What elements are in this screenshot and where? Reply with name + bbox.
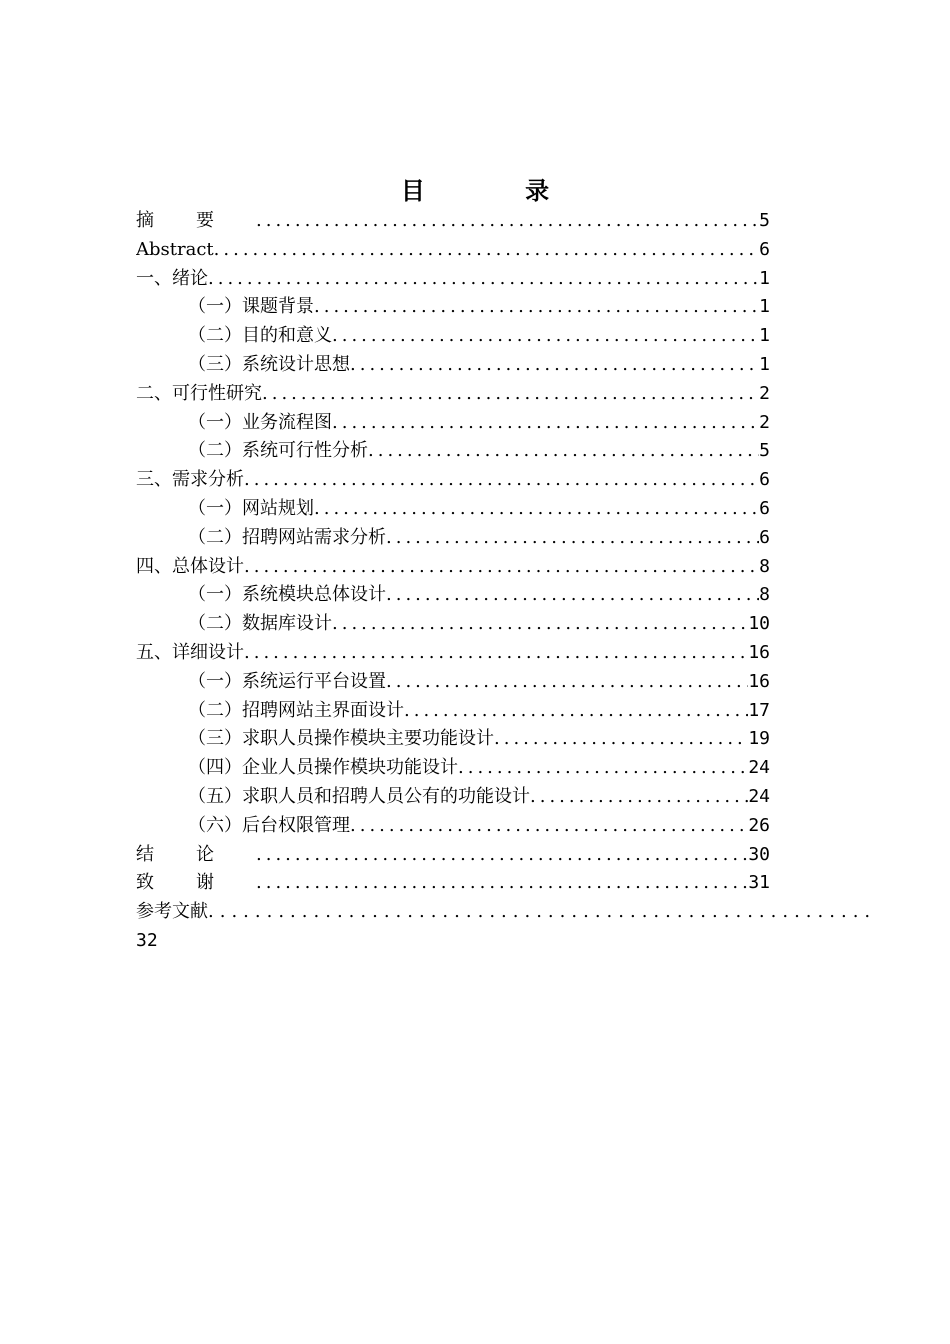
- toc-entry-label: （二）招聘网站主界面设计: [188, 699, 404, 721]
- toc-entry[interactable]: [136, 236, 770, 265]
- toc-entry-page-number: 16: [748, 641, 770, 663]
- toc-leader-dots: [262, 380, 759, 409]
- toc-entry-page-number: 16: [748, 670, 770, 692]
- toc-entry-label: 致谢: [136, 872, 256, 894]
- toc-leader-dots: [256, 869, 748, 898]
- toc-leader-dots: [256, 207, 759, 236]
- toc-leader-dots: [350, 351, 759, 380]
- toc-leader-dots: [208, 898, 876, 927]
- table-of-contents: [136, 207, 770, 956]
- toc-entry-page-number: 10: [748, 613, 770, 635]
- toc-entry[interactable]: [136, 409, 770, 438]
- toc-entry-page-number: 1: [759, 296, 770, 318]
- toc-leader-dots: [214, 236, 760, 265]
- toc-entry-page-number: 8: [759, 555, 770, 577]
- toc-entry-page-number: 17: [748, 699, 770, 721]
- toc-leader-dots: [386, 524, 759, 553]
- toc-entry[interactable]: [136, 322, 770, 351]
- toc-entry[interactable]: [136, 841, 770, 870]
- toc-entry-page-number: 2: [759, 382, 770, 404]
- toc-entry-label: （一）系统运行平台设置: [188, 670, 386, 692]
- toc-entry-label: （二）系统可行性分析: [188, 440, 368, 462]
- toc-entry-label: （五）求职人员和招聘人员公有的功能设计: [188, 785, 530, 807]
- toc-title: 目 录: [400, 176, 596, 205]
- toc-entry-page-number: 2: [759, 411, 770, 433]
- toc-entry-label: 结论: [136, 843, 256, 865]
- toc-entry[interactable]: [136, 783, 770, 812]
- toc-leader-dots: [332, 610, 748, 639]
- toc-leader-dots: [244, 466, 759, 495]
- toc-entry-label: （三）系统设计思想: [188, 353, 350, 375]
- toc-leader-dots: [314, 495, 759, 524]
- toc-entry[interactable]: [136, 668, 770, 697]
- toc-entry[interactable]: [136, 380, 770, 409]
- toc-leader-dots: [314, 293, 759, 322]
- toc-entry-page-number: 6: [759, 238, 770, 260]
- toc-entry[interactable]: [136, 754, 770, 783]
- toc-entry[interactable]: [136, 553, 770, 582]
- toc-entry-label: （一）系统模块总体设计: [188, 584, 386, 606]
- toc-entry[interactable]: [136, 812, 770, 841]
- toc-entry-page-number: 6: [759, 469, 770, 491]
- toc-entry-page-number: 30: [748, 843, 770, 865]
- toc-entry-label: （一）课题背景: [188, 296, 314, 318]
- toc-entry[interactable]: [136, 725, 770, 754]
- toc-leader-dots: [368, 437, 759, 466]
- toc-entry-page-number: 32: [136, 929, 158, 951]
- toc-entry[interactable]: [136, 697, 770, 726]
- toc-entry-label: （二）数据库设计: [188, 613, 332, 635]
- toc-entry[interactable]: [136, 524, 770, 553]
- toc-entry-label: （二）目的和意义: [188, 325, 332, 347]
- toc-entry[interactable]: [136, 293, 770, 322]
- toc-entry-page-number: 6: [759, 526, 770, 548]
- toc-entry-page-number: 24: [748, 785, 770, 807]
- toc-entry-label: （四）企业人员操作模块功能设计: [188, 757, 458, 779]
- toc-entry[interactable]: [136, 639, 770, 668]
- toc-entry-page-number: 26: [748, 814, 770, 836]
- toc-entry-label: 五、详细设计: [136, 641, 244, 663]
- toc-leader-dots: [244, 553, 759, 582]
- toc-leader-dots: [404, 697, 748, 726]
- toc-entry-page-number: 5: [759, 440, 770, 462]
- toc-entry-page-number: 19: [748, 728, 770, 750]
- toc-entry-page-number: 31: [748, 872, 770, 894]
- toc-entry-label: 三、需求分析: [136, 469, 244, 491]
- toc-entry-label: （一）网站规划: [188, 497, 314, 519]
- toc-entry-page-number: 8: [759, 584, 770, 606]
- toc-entry[interactable]: [136, 265, 770, 294]
- toc-entry-label: Abstract: [136, 238, 214, 260]
- toc-entry-page-number: 1: [759, 325, 770, 347]
- toc-leader-dots: [350, 812, 748, 841]
- toc-leader-dots: [530, 783, 748, 812]
- toc-leader-dots: [332, 409, 759, 438]
- toc-leader-dots: [244, 639, 748, 668]
- toc-entry[interactable]: [136, 437, 770, 466]
- toc-entry-page-number: 6: [759, 497, 770, 519]
- toc-leader-dots: [386, 668, 748, 697]
- toc-entry-label: （三）求职人员操作模块主要功能设计: [188, 728, 494, 750]
- toc-leader-dots: [256, 841, 748, 870]
- toc-entry-label: 参考文献: [136, 901, 208, 923]
- toc-entry-label: 一、绪论: [136, 267, 208, 289]
- toc-entry-page-number: 24: [748, 757, 770, 779]
- toc-entry[interactable]: [136, 581, 770, 610]
- toc-entry[interactable]: [136, 869, 770, 898]
- toc-leader-dots: [458, 754, 748, 783]
- toc-entry-page-number: 5: [759, 210, 770, 231]
- toc-leader-dots: [494, 725, 748, 754]
- toc-entry-label: （一）业务流程图: [188, 411, 332, 433]
- toc-entry[interactable]: [136, 898, 876, 927]
- toc-entry-label: 四、总体设计: [136, 555, 244, 577]
- toc-entry-page-number: 1: [759, 267, 770, 289]
- toc-entry[interactable]: [136, 466, 770, 495]
- toc-leader-dots: [332, 322, 759, 351]
- toc-entry-label: 摘要: [136, 210, 256, 231]
- toc-entry[interactable]: [136, 351, 770, 380]
- toc-entry-label: 二、可行性研究: [136, 382, 262, 404]
- toc-entry-page-number: 1: [759, 353, 770, 375]
- toc-entry-label: （六）后台权限管理: [188, 814, 350, 836]
- toc-entry[interactable]: [136, 207, 770, 236]
- toc-leader-dots: [386, 581, 759, 610]
- toc-entry-label: （二）招聘网站需求分析: [188, 526, 386, 548]
- toc-entry[interactable]: [136, 610, 770, 639]
- toc-entry[interactable]: [136, 495, 770, 524]
- toc-leader-dots: [208, 265, 759, 294]
